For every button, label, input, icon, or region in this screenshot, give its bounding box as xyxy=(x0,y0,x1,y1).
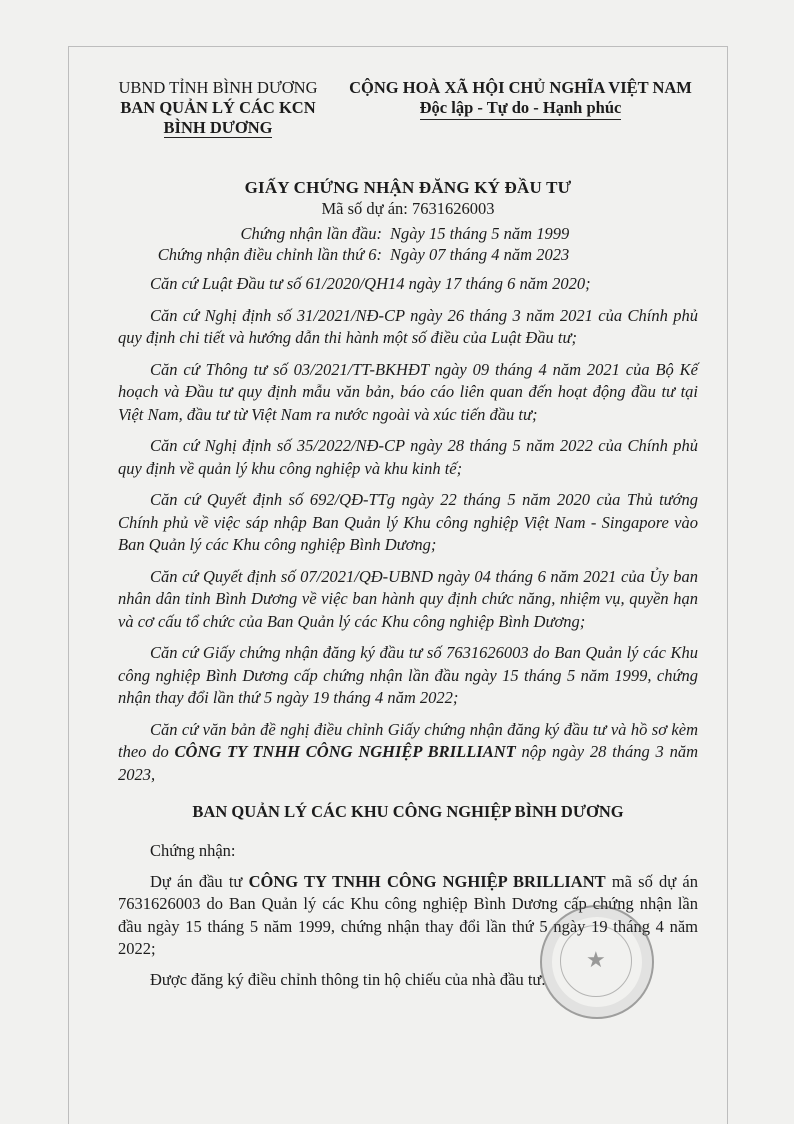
certifies-label: Chứng nhận: xyxy=(150,841,236,860)
adjustment-certification-row xyxy=(118,244,698,265)
project-code: Mã số dự án: 7631626003 xyxy=(321,199,495,218)
authority-line-3-text: BÌNH DƯƠNG xyxy=(163,118,273,137)
basis-item: Căn cứ Nghị định số 31/2021/NĐ-CP ngày 26 tháng 3 năm 2021 của Chính phủ quy định chi tiết và hướng dẫn thi hành một số điều của Luật Đầu tư; xyxy=(118,305,698,347)
authority-line-3 xyxy=(108,118,328,138)
final-line: Được đăng ký điều chỉnh thông tin hộ chiếu của nhà đầu tư. xyxy=(150,969,546,989)
motto-line: Độc lập - Tự do - Hạnh phúc xyxy=(420,98,622,120)
seal-star-icon: ★ xyxy=(586,947,606,972)
first-cert-value: Ngày 15 tháng 5 năm 1999 xyxy=(390,224,570,243)
adjust-cert-value: Ngày 07 tháng 4 năm 2023 xyxy=(390,245,570,264)
basis-item: Căn cứ Quyết định số 692/QĐ-TTg ngày 22 tháng 5 năm 2020 của Thủ tướng Chính phủ về việc sáp nhập Ban Quản lý Khu công nghiệp Việt Nam - Singapore vào Ban Quản lý các Khu công nghiệp Bình Dương; xyxy=(118,490,698,554)
issuer-heading: BAN QUẢN LÝ CÁC KHU CÔNG NGHIỆP BÌNH DƯƠNG xyxy=(192,802,624,821)
basis-item: Căn cứ Giấy chứng nhận đăng ký đầu tư số 7631626003 do Ban Quản lý các Khu công nghiệp Bình Dương cấp chứng nhận lần đầu ngày 15 tháng 5 năm 1999, chứng nhận thay đổi lần thứ 5 ngày 19 tháng 4 năm 2022; xyxy=(118,643,698,707)
basis-item: Căn cứ Quyết định số 07/2021/QĐ-UBND ngày 04 tháng 6 năm 2021 của Ủy ban nhân dân tỉnh Bình Dương về việc ban hành quy định chức năng, nhiệm vụ, quyền hạn và cơ cấu tổ chức của Ban Quản lý các Khu công nghiệp Bình Dương; xyxy=(118,566,698,631)
authority-line-1: UBND TỈNH BÌNH DƯƠNG xyxy=(118,78,318,97)
certification-dates xyxy=(118,223,698,265)
basis-last-after: nộp ngày 28 tháng 3 năm 2023, xyxy=(118,742,698,784)
basis-last-before: Căn cứ văn bản đề nghị điều chỉnh Giấy chứng nhận đăng ký đầu tư và hồ sơ kèm theo do xyxy=(118,719,698,761)
project-para-before: Dự án đầu tư xyxy=(150,871,249,891)
first-cert-label: Chứng nhận lần đầu: xyxy=(240,224,382,243)
first-certification-row xyxy=(118,223,698,244)
document-content xyxy=(118,78,698,999)
official-seal-stamp xyxy=(540,905,654,1019)
basis-item: Căn cứ Thông tư số 03/2021/TT-BKHĐT ngày 09 tháng 4 năm 2021 của Bộ Kế hoạch và Đầu tư quy định mẫu văn bản, báo cáo liên quan đến hoạt động đầu tư tại Việt Nam, đầu tư từ Việt Nam ra nước ngoài và xúc tiến đầu tư; xyxy=(118,359,698,424)
basis-item: Căn cứ Nghị định số 35/2022/NĐ-CP ngày 28 tháng 5 năm 2022 của Chính phủ quy định về quản lý khu công nghiệp và khu kinh tế; xyxy=(118,436,698,478)
legal-basis xyxy=(118,273,698,786)
issuing-authority xyxy=(108,78,328,138)
basis-item-last xyxy=(118,719,698,787)
document-header xyxy=(118,78,698,176)
adjust-cert-label: Chứng nhận điều chỉnh lần thứ 6: xyxy=(157,245,382,264)
project-para-after: mã số dự án 7631626003 do Ban Quản lý các Khu công nghiệp Bình Dương cấp chứng nhận lần đầu ngày 15 tháng 5 năm 1999, chứng nhận thay đổi lần thứ 5 ngày 19 tháng 4 năm 2022; xyxy=(118,871,698,958)
authority-line-2: BAN QUẢN LÝ CÁC KCN xyxy=(120,98,316,117)
country-name: CỘNG HOÀ XÃ HỘI CHỦ NGHĨA VIỆT NAM xyxy=(349,78,692,97)
basis-last-company: CÔNG TY TNHH CÔNG NGHIỆP BRILLIANT xyxy=(174,742,516,761)
basis-item: Căn cứ Luật Đầu tư số 61/2020/QH14 ngày 17 tháng 6 năm 2020; xyxy=(150,274,591,293)
document-title: GIẤY CHỨNG NHẬN ĐĂNG KÝ ĐẦU TƯ xyxy=(244,178,572,197)
project-para-company: CÔNG TY TNHH CÔNG NGHIỆP BRILLIANT xyxy=(248,871,606,891)
national-motto xyxy=(343,78,698,120)
